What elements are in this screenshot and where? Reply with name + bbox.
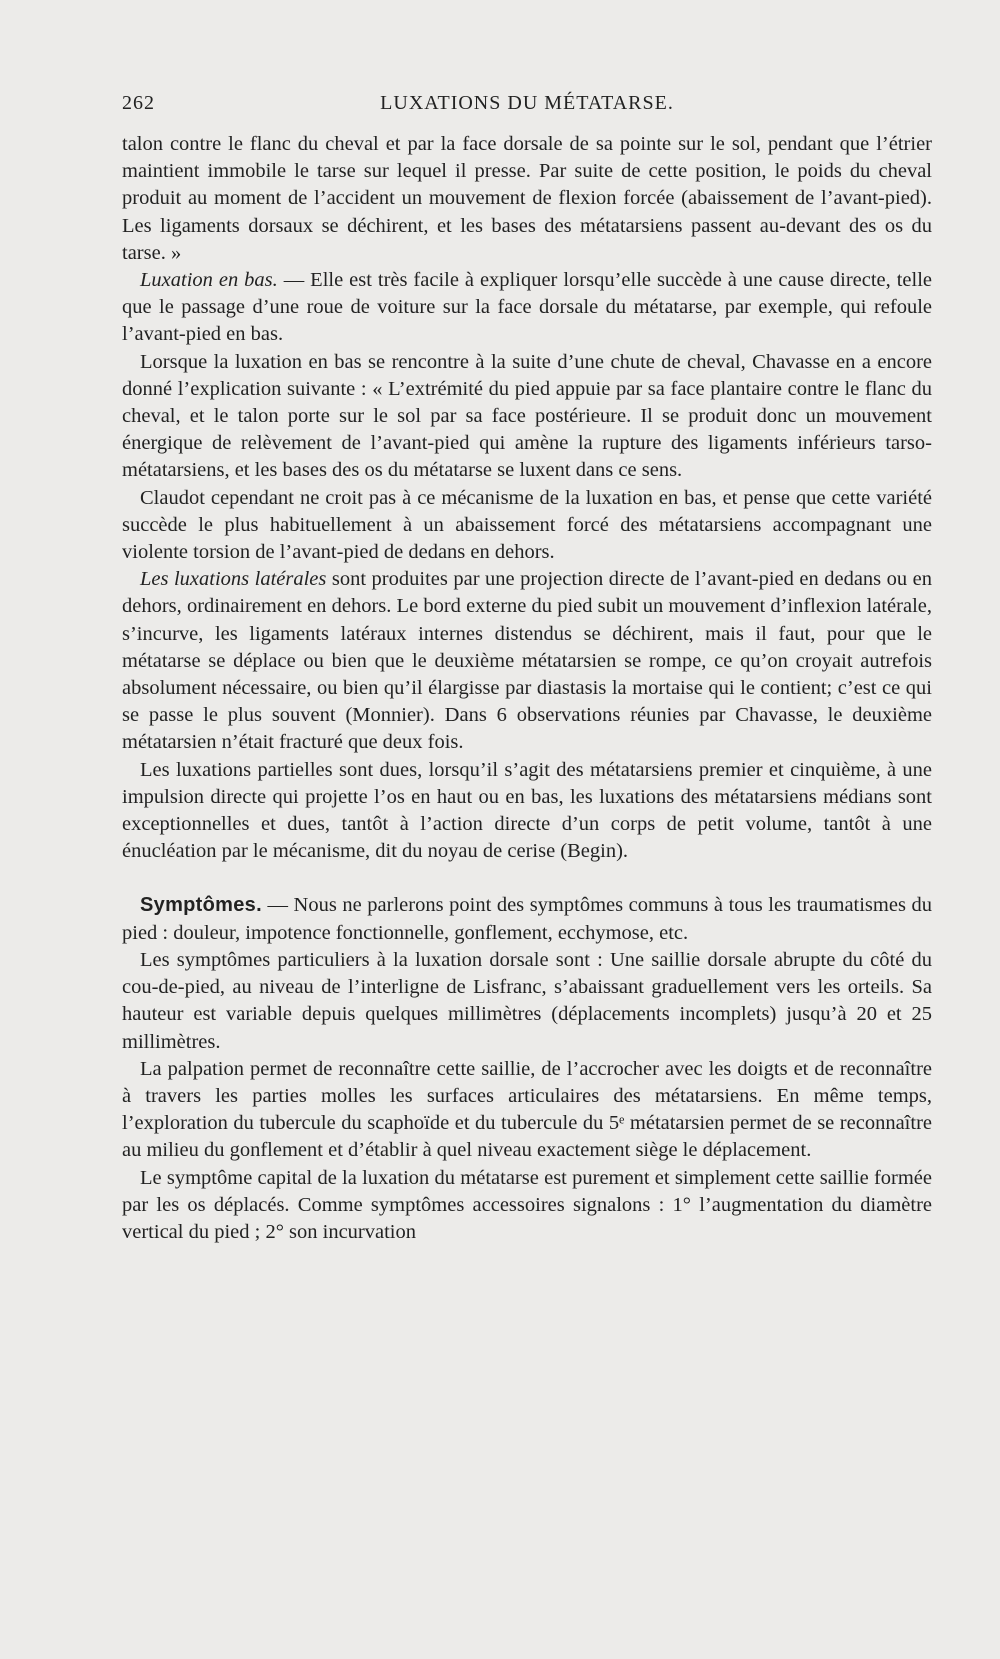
running-title: LUXATIONS DU MÉTATARSE. [380, 92, 674, 114]
body-text [122, 131, 932, 1246]
paragraph-text: talon contre le flanc du cheval et par la face dorsale de sa pointe sur le sol, pendant que l’étrier maintient immobile le tarse sur lequel il presse. Par suite de cette position, le poids du cheval produit au moment de l’accident un mouvement de flexion forcée (abaissement de l’avant-pied). Les ligaments dorsaux se déchirent, et les bases des métatarsiens passent au-devant des os du tarse. » [122, 133, 932, 264]
paragraph [122, 349, 932, 485]
page-header [122, 92, 932, 122]
paragraph-lead: Luxation en bas. [140, 269, 278, 292]
section-paragraph [122, 892, 932, 946]
paragraph-text: — Nous ne parlerons point des symptômes communs à tous les traumatismes du pied : douleur, impotence fonctionnelle, gonflement, ecchymose, etc. [122, 894, 932, 944]
paragraph-text: Claudot cependant ne croit pas à ce mécanisme de la luxation en bas, et pense que cette variété succède le plus habituellement à un abaissement forcé des métatarsiens accompagnant une violente torsion de l’avant-pied de dedans en dehors. [122, 486, 932, 564]
paragraph-text: Les luxations partielles sont dues, lorsqu’il s’agit des métatarsiens premier et cinquième, à une impulsion directe qui projette l’os en haut ou en bas, les luxations des métatarsiens médians sont exceptionnelles et dues, tantôt à l’action directe d’un corps de petit volume, tantôt à une énucléation par le mécanisme, dit du noyau de cerise (Begin). [122, 758, 932, 863]
section-heading: Symptômes. [140, 894, 262, 917]
paragraph [122, 131, 932, 267]
paragraph-text: Le symptôme capital de la luxation du métatarse est purement et simplement cette saillie formée par les os déplacés. Comme symptômes accessoires signalons : 1° l’augmentation du diamètre vertical du pied ; 2° son incurvation [122, 1166, 932, 1243]
paragraph [122, 1165, 932, 1247]
paragraph-lead: Les luxations latérales [140, 568, 327, 591]
page-number: 262 [122, 92, 155, 114]
paragraph [122, 566, 932, 756]
paragraph-text: — Elle est très facile à expliquer lorsqu’elle succède à une cause directe, telle que le passage d’une roue de voiture sur la face dorsale du métatarse, par exemple, qui refoule l’avant-pied en bas. [122, 269, 932, 346]
paragraph [122, 947, 932, 1056]
paragraph-text: Les symptômes particuliers à la luxation dorsale sont : Une saillie dorsale abrupte du côté du cou-de-pied, au niveau de l’interligne de Lisfranc, s’abaissant graduellement vers les orteils. Sa hauteur est variable depuis quelques millimètres (déplacements incomplets) jusqu’à 20 et 25 millimètres. [122, 948, 932, 1053]
paragraph-text: Lorsque la luxation en bas se rencontre à la suite d’une chute de cheval, Chavasse en a encore donné l’explication suivante : « L’extrémité du pied appuie par sa face plantaire contre le flanc du cheval, et le talon porte sur le sol par sa face postérieure. Il se produit donc un mouvement énergique de relèvement de l’avant-pied qui amène la rupture des ligaments inférieurs tarso-métatarsiens, et les bases des os du métatarse se luxent dans ce sens. [122, 350, 932, 482]
paragraph [122, 267, 932, 349]
paragraph [122, 1056, 932, 1165]
paragraph-text: sont produites par une projection directe de l’avant-pied en dedans ou en dehors, ordinairement en dehors. Le bord externe du pied subit un mouvement d’inflexion latérale, s’incurve, les ligaments latéraux internes distendus se déchirent, mais il faut, pour que le métatarse se déplace ou bien que le deuxième métatarsien se rompe, ce qu’on croyait autrefois absolument nécessaire, ou bien qu’il élargisse par diastasis la mortaise qui le contient; c’est ce qui se passe le plus souvent (Monnier). Dans 6 observations réunies par Chavasse, le deuxième métatarsien n’était fracturé que deux fois. [122, 568, 932, 754]
paragraph [122, 485, 932, 567]
paragraph-text: La palpation permet de reconnaître cette saillie, de l’accrocher avec les doigts et de reconnaître à travers les parties molles les surfaces articulaires des métatarsiens. En même temps, l’exploration du tubercule du scaphoïde et du tubercule du 5ᵉ métatarsien permet de se reconnaître au milieu du gonflement et d’établir à quel niveau exactement siège le déplacement. [122, 1057, 932, 1162]
paragraph [122, 757, 932, 866]
